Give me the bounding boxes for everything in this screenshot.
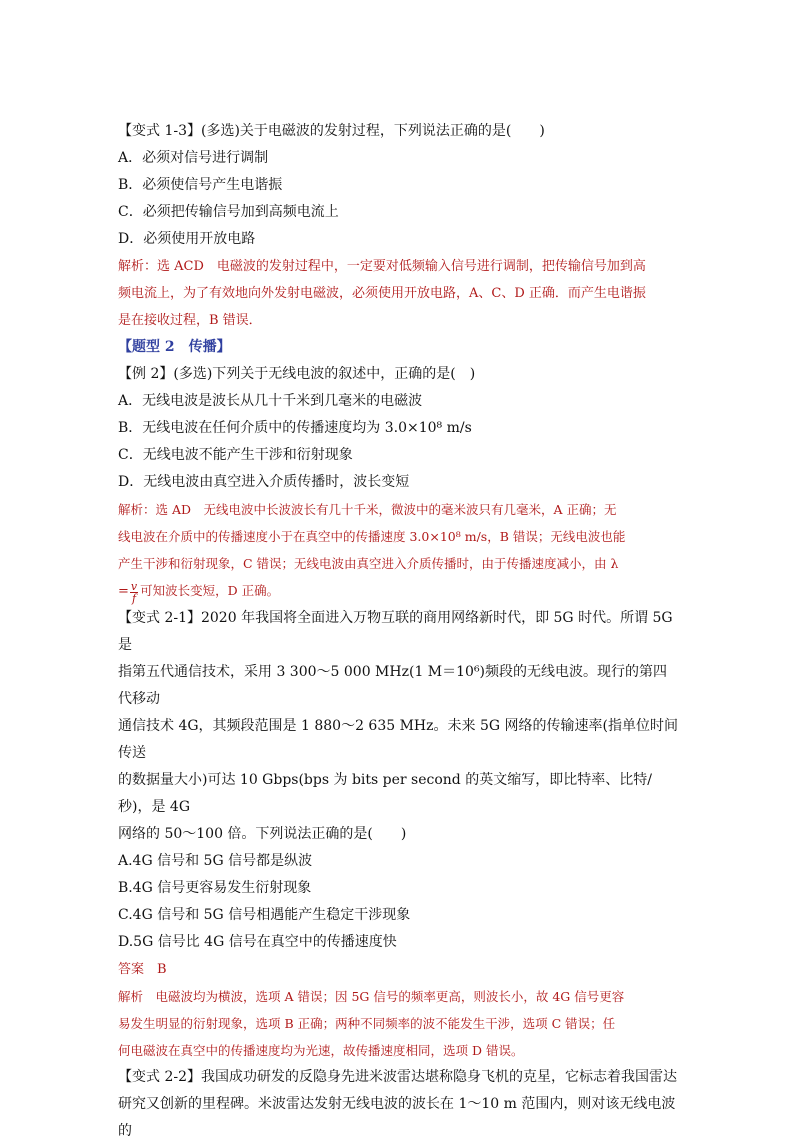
question-stem-line: 【变式 2-1】2020 年我国将全面进入万物互联的商用网络新时代，即 5G 时代。所谓 5G 是 xyxy=(118,610,678,653)
analysis-tail: 可知波长变短，D 正确。 xyxy=(140,583,280,598)
fraction-numerator: v xyxy=(130,580,138,593)
example-2 xyxy=(118,361,678,605)
analysis-line: 解析：选 AD 无线电波中长波波长有几十千米，微波中的毫米波只有几毫米，A 正确；无 xyxy=(118,502,617,517)
analysis-line: 线电波在介质中的传播速度小于在真空中的传播速度 3.0×10⁸ m/s，B 错误；无线电波也能 xyxy=(118,529,626,544)
question-stem-line: 通信技术 4G，其频段范围是 1 880～2 635 MHz。未来 5G 网络的传输速率(指单位时间传送 xyxy=(118,718,678,761)
analysis-line-formula xyxy=(118,577,678,605)
option-a: A．无线电波是波长从几十千米到几毫米的电磁波 xyxy=(118,393,423,409)
question-stem-line: 【变式 2-2】我国成功研发的反隐身先进米波雷达堪称隐身飞机的克星，它标志着我国雷达 xyxy=(118,1069,677,1085)
document-page xyxy=(118,118,678,1145)
option-b: B．必须使信号产生电谐振 xyxy=(118,177,283,193)
option-d: D．无线电波由真空进入介质传播时，波长变短 xyxy=(118,474,410,490)
analysis-line: 解析：选 ACD 电磁波的发射过程中，一定要对低频输入信号进行调制，把传输信号加到高 xyxy=(118,259,646,274)
option-d: D.5G 信号比 4G 信号在真空中的传播速度快 xyxy=(118,934,397,950)
question-variant-1-3 xyxy=(118,118,678,334)
analysis-line: 产生干涉和衍射现象，C 错误；无线电波由真空进入介质传播时，由于传播速度减小，由 λ xyxy=(118,556,619,571)
analysis-line: 何电磁波在真空中的传播速度均为光速，故传播速度相同，选项 D 错误。 xyxy=(118,1043,524,1058)
question-variant-2-1 xyxy=(118,605,678,1064)
fraction-v-over-f xyxy=(130,581,138,604)
question-stem-line: 的数据量大小)可达 10 Gbps(bps 为 bits per second 的英文缩写，即比特率、比特/秒)，是 4G xyxy=(118,772,652,815)
analysis-line: 是在接收过程，B 错误． xyxy=(118,313,262,328)
question-stem-line: 网络的 50～100 倍。下列说法正确的是( ) xyxy=(118,826,407,842)
option-c: C．必须把传输信号加到高频电流上 xyxy=(118,204,339,220)
question-stem-line: 研究又创新的里程碑。米波雷达发射无线电波的波长在 1～10 m 范围内，则对该无线电波的 xyxy=(118,1096,676,1139)
analysis-line: 解析 电磁波均为横波，选项 A 错误；因 5G 信号的频率更高，则波长小，故 4G 信号更容 xyxy=(118,989,625,1004)
fraction-denominator: f xyxy=(131,592,137,605)
option-a: A.4G 信号和 5G 信号都是纵波 xyxy=(118,853,313,869)
question-variant-2-2 xyxy=(118,1064,678,1145)
question-stem: 【变式 1-3】(多选)关于电磁波的发射过程，下列说法正确的是( ) xyxy=(118,123,545,139)
analysis-line: 易发生明显的衍射现象，选项 B 正确；两种不同频率的波不能发生干涉，选项 C 错误；任 xyxy=(118,1016,616,1031)
equals-sign: = xyxy=(118,584,129,599)
question-stem-line: 指第五代通信技术，采用 3 300～5 000 MHz(1 M＝10⁶)频段的无线电波。现行的第四代移动 xyxy=(118,664,668,707)
answer: 答案 B xyxy=(118,962,167,977)
option-c: C.4G 信号和 5G 信号相遇能产生稳定干涉现象 xyxy=(118,907,411,923)
question-stem: 【例 2】(多选)下列关于无线电波的叙述中，正确的是( ) xyxy=(118,366,476,382)
option-d: D．必须使用开放电路 xyxy=(118,231,256,247)
option-a: A．必须对信号进行调制 xyxy=(118,150,269,166)
analysis-line: 频电流上，为了有效地向外发射电磁波，必须使用开放电路，A、C、D 正确．而产生电谐振 xyxy=(118,286,646,301)
option-c: C．无线电波不能产生干涉和衍射现象 xyxy=(118,447,353,463)
section-title: 【题型 2 传播】 xyxy=(118,339,231,355)
option-b: B．无线电波在任何介质中的传播速度均为 3.0×10⁸ m/s xyxy=(118,420,472,436)
option-b: B.4G 信号更容易发生衍射现象 xyxy=(118,880,312,896)
